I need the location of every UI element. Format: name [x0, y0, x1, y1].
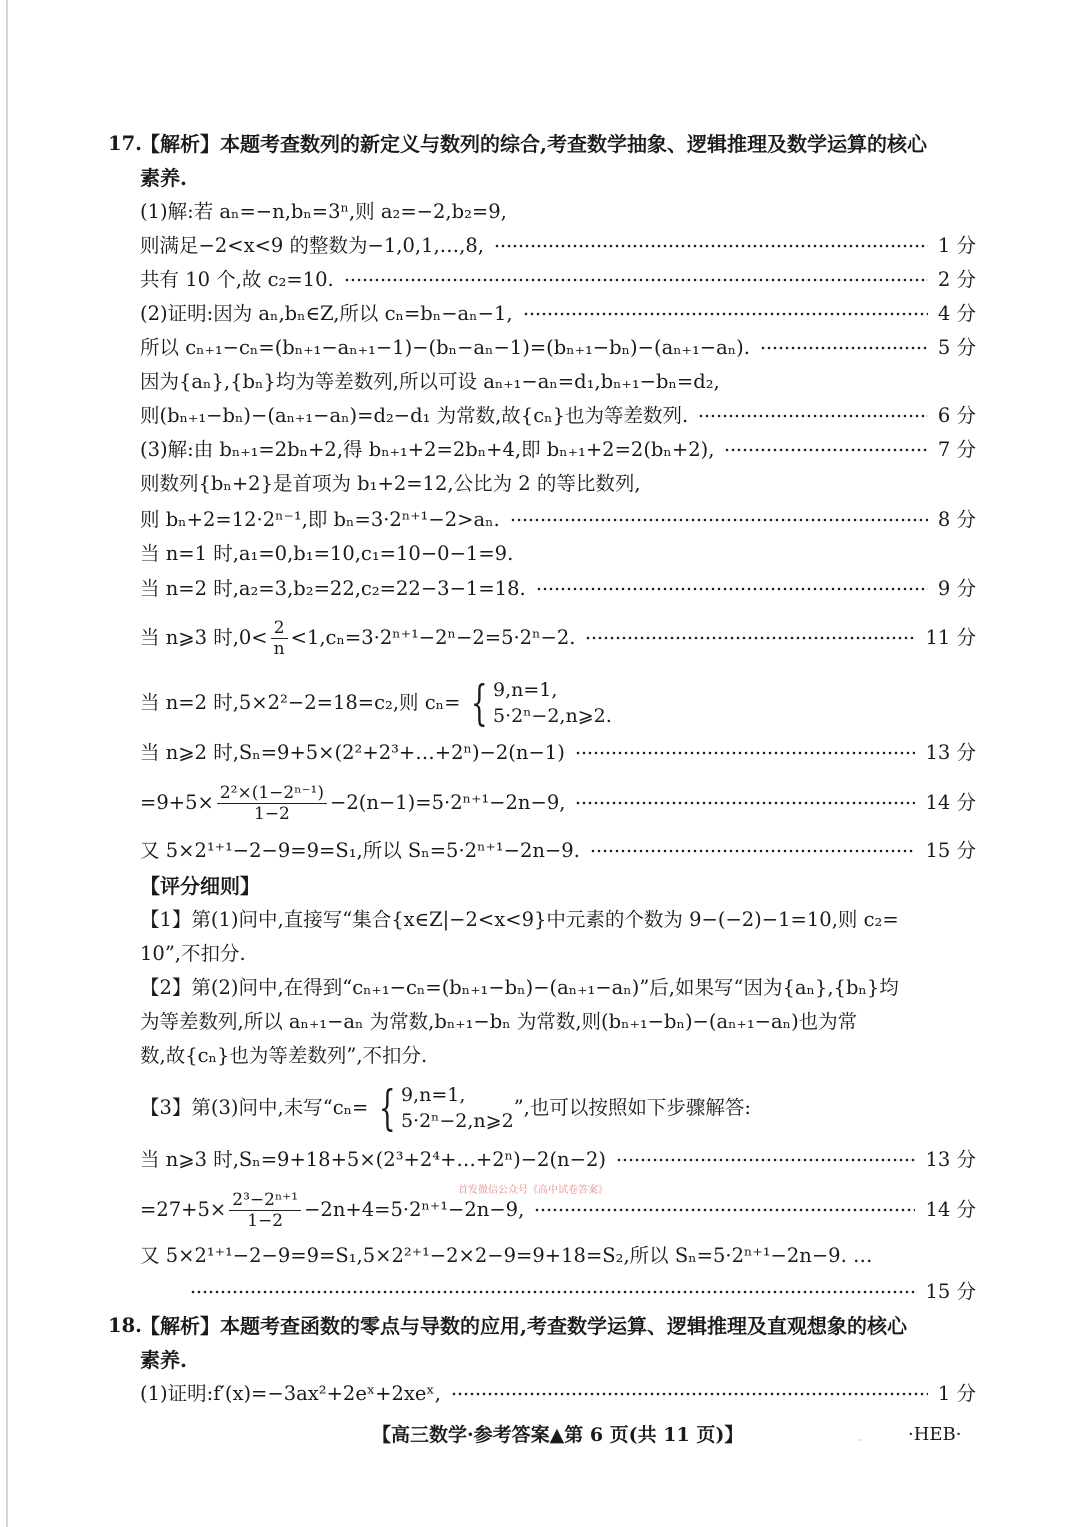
- q17-line-12: 当 n=2 时,a₂=3,b₂=22,c₂=22−3−1=18. 9 分: [140, 573, 976, 605]
- q17-line-5: 所以 cₙ₊₁−cₙ=(bₙ₊₁−aₙ₊₁−1)−(bₙ−aₙ−1)=(bₙ₊₁−bₙ)−(aₙ₊₁−aₙ). 5 分: [140, 332, 976, 364]
- q17-line-10: 则 bₙ+2=12·2ⁿ⁻¹,即 bₙ=3·2ⁿ⁺¹−2>aₙ. 8 分: [140, 504, 976, 536]
- dot-leader: [190, 1288, 915, 1296]
- piecewise-cases: { 9,n=1, 5·2ⁿ−2,n⩾2.: [471, 675, 612, 731]
- left-brace-icon: {: [471, 675, 489, 731]
- dot-leader: [698, 412, 928, 420]
- dot-leader: [510, 516, 928, 524]
- rubric-line-4: 当 n⩾3 时,Sₙ=9+18+5×(2³+2⁴+…+2ⁿ)−2(n−2) 13 分: [140, 1144, 976, 1176]
- dot-leader: [523, 310, 928, 318]
- dot-leader: [590, 847, 916, 855]
- q17-line-3: 共有 10 个,故 c₂=10. 2 分: [140, 264, 976, 296]
- dot-leader: [534, 1206, 915, 1214]
- score-point: 13 分: [925, 741, 976, 764]
- rubric-item-2: 【2】第(2)问中,在得到“cₙ₊₁−cₙ=(bₙ₊₁−bₙ)−(aₙ₊₁−aₙ)”后,如果写“因为{aₙ},{bₙ}均: [140, 976, 899, 999]
- score-point: 5 分: [937, 336, 976, 359]
- score-point: 2 分: [937, 268, 976, 291]
- dot-leader: [575, 799, 915, 807]
- watermark-text: 首发微信公众号《高中试卷答案》: [458, 1185, 608, 1196]
- rubric-line-5: =27+5× $\frac{\text{2³−2ⁿ⁺¹}}{1-2}$ −2n+4=5·2ⁿ⁺¹−2n−9, 14 分: [140, 1189, 976, 1231]
- q18-line-1: (1)证明:f′(x)=−3ax²+2eˣ+2xeˣ, 1 分: [140, 1378, 976, 1410]
- score-point: 8 分: [937, 508, 976, 531]
- q17-line-11: 当 n=1 时,a₁=0,b₁=10,c₁=10−0−1=9.: [140, 542, 514, 565]
- question-18-heading-cont: 素养.: [140, 1348, 187, 1372]
- footer-mark: ··: [858, 1436, 864, 1445]
- question-18-number: 18.: [108, 1314, 142, 1337]
- left-brace-icon: {: [379, 1080, 397, 1136]
- dot-leader: [724, 446, 927, 454]
- dot-leader: [494, 242, 928, 250]
- score-point: 14 分: [925, 791, 976, 814]
- q17-line-2: 则满足−2<x<9 的整数为−1,0,1,…,8, 1 分: [140, 230, 976, 262]
- score-point: 11 分: [925, 626, 976, 649]
- rubric-item-3: 【3】第(3)问中,未写“cₙ= { 9,n=1, 5·2ⁿ−2,n⩾2 ”,也可以按照如下步骤解答:: [140, 1080, 751, 1136]
- q17-line-17: 又 5×2¹⁺¹−2−9=9=S₁,所以 Sₙ=5·2ⁿ⁺¹−2n−9. 15 分: [140, 835, 976, 867]
- dot-leader: [760, 344, 928, 352]
- rubric-item-2-end: 数,故{cₙ}也为等差数列”,不扣分.: [140, 1044, 428, 1067]
- question-17-number: 17.: [108, 132, 142, 155]
- q17-line-9: 则数列{bₙ+2}是首项为 b₁+2=12,公比为 2 的等比数列,: [140, 472, 641, 495]
- dot-leader: [451, 1390, 928, 1398]
- rubric-item-2-cont: 为等差数列,所以 aₙ₊₁−aₙ 为常数,bₙ₊₁−bₙ 为常数,则(bₙ₊₁−bₙ)−(aₙ₊₁−aₙ)也为常: [140, 1010, 858, 1033]
- q17-line-15: 当 n⩾2 时,Sₙ=9+5×(2²+2³+…+2ⁿ)−2(n−1) 13 分: [140, 737, 976, 769]
- score-point: 14 分: [925, 1198, 976, 1221]
- score-point: 6 分: [937, 404, 976, 427]
- score-point: 15 分: [925, 839, 976, 862]
- q17-line-1: (1)解:若 aₙ=−n,bₙ=3ⁿ,则 a₂=−2,b₂=9,: [140, 200, 507, 223]
- dot-leader: [616, 1156, 916, 1164]
- q17-line-14: 当 n=2 时,5×2²−2=18=c₂,则 cₙ= { 9,n=1, 5·2ⁿ−2,n⩾2.: [140, 675, 612, 731]
- rubric-title: 【评分细则】: [140, 874, 260, 898]
- fraction: $\frac{\text{2³−2ⁿ⁺¹}}{1-2}$: [229, 1190, 301, 1231]
- rubric-line-7: [140, 1276, 976, 1308]
- score-point: 7 分: [937, 438, 976, 461]
- q17-line-16: =9+5× $\frac{\text{2²×(1−2ⁿ⁻¹)}}{1-2}$ −2(n−1)=5·2ⁿ⁺¹−2n−9, 14 分: [140, 782, 976, 824]
- rubric-line-6: 又 5×2¹⁺¹−2−9=9=S₁,5×2²⁺¹−2×2−9=9+18=S₂,所以 Sₙ=5·2ⁿ⁺¹−2n−9. …: [140, 1244, 873, 1267]
- q17-line-7: 则(bₙ₊₁−bₙ)−(aₙ₊₁−aₙ)=d₂−d₁ 为常数,故{cₙ}也为等差数列. 6 分: [140, 400, 976, 432]
- question-17-heading-cont: 素养.: [140, 166, 187, 190]
- score-point: 1 分: [937, 1382, 976, 1405]
- footer-code: ·HEB·: [908, 1424, 962, 1445]
- dot-leader: [536, 585, 928, 593]
- score-point: 4 分: [937, 302, 976, 325]
- score-point: 9 分: [937, 577, 976, 600]
- page-footer: 【高三数学·参考答案▲第 6 页(共 11 页)】: [372, 1424, 744, 1446]
- q17-line-13: 当 n⩾3 时,0< $\frac{2}{n}$ <1,cₙ=3·2ⁿ⁺¹−2ⁿ−2=5·2ⁿ−2. 11 分: [140, 617, 976, 659]
- page-edge: [6, 0, 8, 1527]
- rubric-item-1-cont: 10”,不扣分.: [140, 942, 246, 965]
- q17-line-6: 因为{aₙ},{bₙ}均为等差数列,所以可设 aₙ₊₁−aₙ=d₁,bₙ₊₁−bₙ=d₂,: [140, 370, 720, 393]
- score-point: 13 分: [925, 1148, 976, 1171]
- dot-leader: [585, 634, 915, 642]
- fraction: $\frac{\text{2²×(1−2ⁿ⁻¹)}}{1-2}$: [217, 783, 327, 824]
- q17-line-8: (3)解:由 bₙ₊₁=2bₙ+2,得 bₙ₊₁+2=2bₙ+4,即 bₙ₊₁+2=2(bₙ+2), 7 分: [140, 434, 976, 466]
- piecewise-cases: { 9,n=1, 5·2ⁿ−2,n⩾2: [379, 1080, 514, 1136]
- score-point: 15 分: [925, 1280, 976, 1303]
- rubric-item-1: 【1】第(1)问中,直接写“集合{x∈Z|−2<x<9}中元素的个数为 9−(−2)−1=10,则 c₂=: [140, 908, 899, 931]
- q17-line-4: (2)证明:因为 aₙ,bₙ∈Z,所以 cₙ=bₙ−aₙ−1, 4 分: [140, 298, 976, 330]
- question-18-heading: 【解析】本题考查函数的零点与导数的应用,考查数学运算、逻辑推理及直观想象的核心: [140, 1314, 907, 1338]
- question-17-heading: 【解析】本题考查数列的新定义与数列的综合,考查数学抽象、逻辑推理及数学运算的核心: [140, 132, 927, 156]
- score-point: 1 分: [937, 234, 976, 257]
- fraction: $\frac{2}{n}$: [271, 618, 288, 659]
- dot-leader: [344, 276, 928, 284]
- dot-leader: [575, 749, 916, 757]
